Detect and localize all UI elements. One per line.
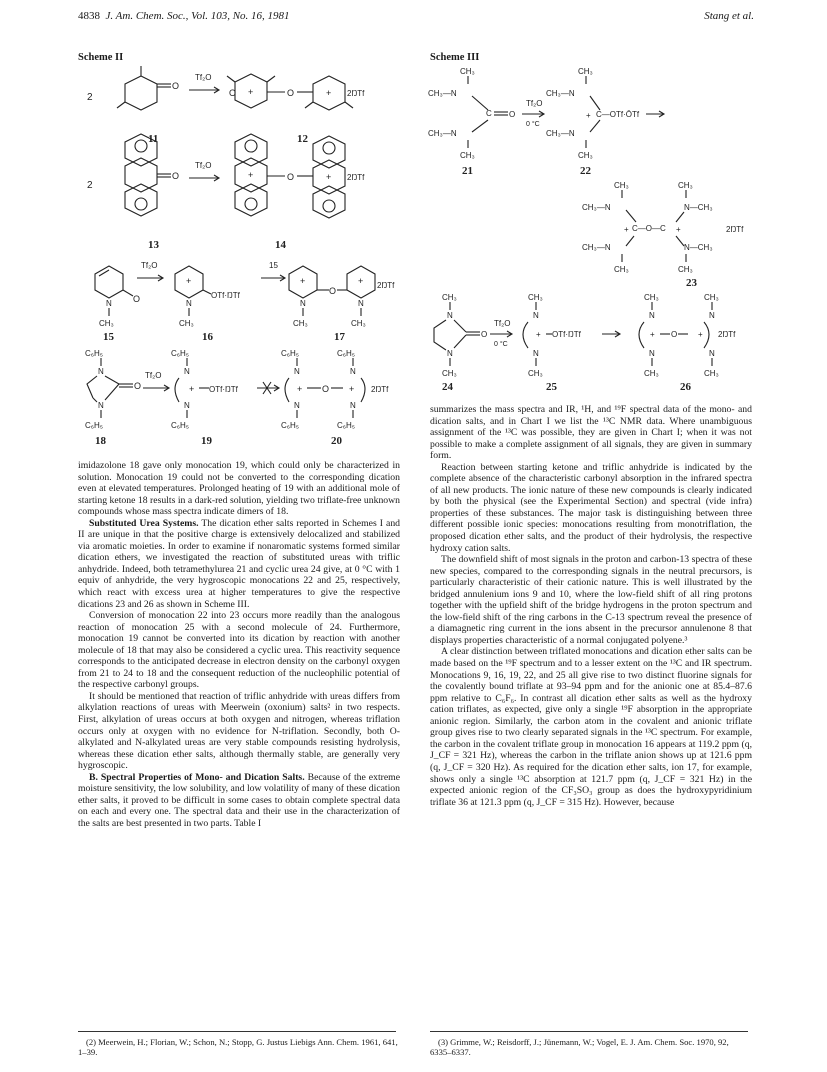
svg-text:O: O bbox=[322, 384, 330, 394]
svg-text:C₆H₅: C₆H₅ bbox=[281, 421, 300, 430]
svg-text:N: N bbox=[350, 367, 356, 376]
svg-text:CH₃: CH₃ bbox=[678, 181, 693, 190]
svg-text:+: + bbox=[186, 276, 192, 286]
svg-text:CH₃: CH₃ bbox=[528, 369, 543, 378]
svg-text:CH₃: CH₃ bbox=[578, 151, 593, 160]
svg-text:Tf₂O: Tf₂O bbox=[526, 99, 543, 108]
svg-text:+: + bbox=[297, 384, 303, 394]
svg-text:+: + bbox=[624, 225, 629, 234]
svg-text:CH₃—N: CH₃—N bbox=[546, 89, 575, 98]
compound-22-structure bbox=[546, 67, 664, 160]
svg-text:0 °C: 0 °C bbox=[526, 121, 540, 128]
svg-text:N—CH₃: N—CH₃ bbox=[684, 243, 713, 252]
label-24: 24 bbox=[442, 381, 453, 393]
svg-text:N—CH₃: N—CH₃ bbox=[684, 203, 713, 212]
svg-text:2: 2 bbox=[87, 180, 93, 191]
label-15: 15 bbox=[103, 331, 114, 343]
label-17: 17 bbox=[334, 331, 345, 343]
svg-text:N: N bbox=[294, 367, 300, 376]
svg-text:Tf₂O: Tf₂O bbox=[494, 319, 511, 328]
svg-text:O: O bbox=[134, 381, 142, 391]
arrow-blocked bbox=[257, 382, 279, 394]
compound-20-structure bbox=[281, 349, 389, 430]
svg-text:2ŊTf: 2ŊTf bbox=[371, 385, 389, 394]
svg-text:C₆H₅: C₆H₅ bbox=[171, 421, 190, 430]
paragraph: Conversion of monocation 22 into 23 occurs more readily than the analogous reaction of monocation 25 with a second molecule of 24. Furthermore, monocation 19 cannot be converted into its dication by reaction with another molecule of 18 that may also be considered a cyclic urea. This reactivity sequence corresponds to the anticipated decrease in electron density on the carbonyl oxygen from 21 to 24 to 18 and the consequent reduction of the nucleophilic potential of the respective carbonyl groups. bbox=[78, 610, 400, 691]
svg-text:O: O bbox=[287, 172, 295, 182]
svg-text:N: N bbox=[649, 349, 655, 358]
svg-text:N: N bbox=[350, 401, 356, 410]
svg-text:O: O bbox=[329, 286, 337, 296]
compound-25-structure bbox=[523, 293, 620, 378]
svg-text:CH₃—N: CH₃—N bbox=[582, 203, 611, 212]
svg-text:2ŊTf: 2ŊTf bbox=[718, 330, 736, 339]
svg-text:CH₃: CH₃ bbox=[460, 67, 475, 76]
paragraph-b bbox=[78, 772, 400, 830]
arrow-tf2o-2 bbox=[189, 161, 219, 181]
svg-text:O: O bbox=[172, 171, 180, 181]
svg-text:OTf·ŊTf: OTf·ŊTf bbox=[209, 385, 238, 394]
label-22: 22 bbox=[580, 165, 591, 177]
compound-18-structure bbox=[85, 349, 141, 430]
compound-13-structure bbox=[87, 134, 179, 216]
svg-text:+: + bbox=[358, 276, 364, 286]
svg-text:15: 15 bbox=[269, 261, 278, 270]
svg-text:CH₃: CH₃ bbox=[578, 67, 593, 76]
svg-text:CH₃—N: CH₃—N bbox=[582, 243, 611, 252]
footnote-rule-right bbox=[430, 1031, 748, 1032]
compound-17-structure bbox=[289, 266, 395, 328]
svg-text:C₆H₅: C₆H₅ bbox=[85, 421, 104, 430]
svg-text:N: N bbox=[447, 349, 453, 358]
compound-11-structure bbox=[87, 66, 179, 110]
compound-24-structure bbox=[434, 293, 487, 378]
svg-text:N: N bbox=[649, 311, 655, 320]
paragraph: imidazolone 18 gave only monocation 19, which could only be characterized in solution. Monocation 19 could not be converted to the corresponding dication even at elevated temperatures. Prolonged heating of 19 with an additional mole of starting ketone 18 results in a dark-red solution, yielding two triflate-free unknown compounds whose mass spectra indicate dimers of 18. bbox=[78, 460, 400, 518]
svg-text:CH₃: CH₃ bbox=[179, 319, 194, 328]
svg-text:CH₃: CH₃ bbox=[704, 369, 719, 378]
arrow-tf2o-3 bbox=[137, 261, 163, 281]
svg-text:O: O bbox=[481, 330, 488, 339]
svg-text:CH₃: CH₃ bbox=[678, 265, 693, 274]
svg-text:2: 2 bbox=[87, 92, 93, 103]
footnote-3: (3) Grimme, W.; Reisdorff, J.; Jünemann, W.; Vogel, E. J. Am. Chem. Soc. 1970, 92, 6335–6337. bbox=[430, 1037, 729, 1057]
label-23: 23 bbox=[686, 277, 697, 289]
svg-text:C₆H₅: C₆H₅ bbox=[85, 349, 104, 358]
svg-text:N: N bbox=[447, 311, 453, 320]
svg-text:2ŊTf: 2ŊTf bbox=[377, 281, 395, 290]
svg-text:O: O bbox=[671, 330, 678, 339]
svg-text:CH₃: CH₃ bbox=[644, 293, 659, 302]
svg-text:CH₃: CH₃ bbox=[528, 293, 543, 302]
svg-text:C₆H₅: C₆H₅ bbox=[281, 349, 300, 358]
compound-16-structure bbox=[175, 266, 241, 328]
svg-text:N: N bbox=[533, 311, 539, 320]
svg-text:O: O bbox=[287, 88, 295, 98]
compound-21-structure bbox=[428, 67, 515, 160]
svg-text:C: C bbox=[486, 109, 492, 118]
paragraph-body: The dication ether salts reported in Schemes I and II are unique in that the positive charge is extensively delocalized and stabilized via aromatic moieties. In order to examine if nonaromatic systems formed similar dication ethers, we investigated the reaction of substituted ureas with triflic anhydride. Indeed, both tetramethylurea 21 and cyclic urea 24 give, at 0 °C with 1 equiv of anhydride, the very hygroscopic monocations 22 and 25, respectively, which react with excess urea at higher temperatures to give the respective dications 23 and 26 as shown in Scheme III. bbox=[78, 517, 401, 610]
svg-text:N: N bbox=[106, 299, 112, 308]
arrow-tf2o-iii-1 bbox=[522, 99, 544, 128]
svg-text:N: N bbox=[709, 311, 715, 320]
svg-text:Tf₂O: Tf₂O bbox=[195, 161, 212, 170]
svg-text:O: O bbox=[172, 81, 180, 91]
svg-text:O: O bbox=[229, 88, 237, 98]
svg-text:C₆H₅: C₆H₅ bbox=[171, 349, 190, 358]
svg-text:CH₃: CH₃ bbox=[442, 293, 457, 302]
label-19: 19 bbox=[201, 435, 212, 447]
svg-text:+: + bbox=[248, 87, 254, 97]
svg-text:C—OTf·ŌTf: C—OTf·ŌTf bbox=[596, 110, 640, 119]
compound-26-structure bbox=[639, 293, 736, 378]
svg-text:N: N bbox=[294, 401, 300, 410]
label-12: 12 bbox=[297, 133, 308, 145]
svg-text:CH₃: CH₃ bbox=[293, 319, 308, 328]
svg-text:+: + bbox=[536, 330, 541, 339]
running-header-left bbox=[78, 10, 290, 22]
svg-text:N: N bbox=[98, 367, 104, 376]
svg-text:N: N bbox=[184, 401, 190, 410]
label-16: 16 bbox=[202, 331, 213, 343]
svg-text:0 °C: 0 °C bbox=[494, 341, 508, 348]
section-heading: Substituted Urea Systems. bbox=[89, 517, 199, 529]
svg-text:Tf₂O: Tf₂O bbox=[141, 261, 158, 270]
svg-text:N: N bbox=[186, 299, 192, 308]
arrow-15 bbox=[261, 261, 285, 281]
footnote-2: (2) Meerwein, H.; Florian, W.; Schon, N.; Stopp, G. Justus Liebigs Ann. Chem. 1961, 641, 1–39. bbox=[78, 1037, 398, 1057]
svg-text:Tf₂O: Tf₂O bbox=[145, 371, 162, 380]
svg-text:N: N bbox=[709, 349, 715, 358]
label-18: 18 bbox=[95, 435, 106, 447]
footnote-left bbox=[78, 1037, 400, 1057]
svg-text:2ŊTf: 2ŊTf bbox=[347, 173, 365, 182]
svg-text:2ŊTf: 2ŊTf bbox=[726, 225, 744, 234]
svg-text:Tf₂O: Tf₂O bbox=[195, 73, 212, 82]
right-column-text bbox=[430, 404, 752, 808]
left-column-text bbox=[78, 460, 400, 830]
svg-text:CH₃—N: CH₃—N bbox=[546, 129, 575, 138]
paragraph: summarizes the mass spectra and IR, ¹H, and ¹⁹F spectral data of the mono- and dication salts, and in Chart I we list the ¹³C NMR data. Where unambiguous assignment of the ¹³C was possible, they are given in Chart I; when it was not possible to make a complete assignment of all signals, they are given in summary form. bbox=[430, 404, 752, 462]
svg-text:O: O bbox=[509, 110, 516, 119]
svg-text:+: + bbox=[326, 88, 332, 98]
svg-text:C₆H₅: C₆H₅ bbox=[337, 349, 356, 358]
compound-23-structure bbox=[582, 181, 744, 274]
svg-text:N: N bbox=[358, 299, 364, 308]
svg-text:+: + bbox=[676, 225, 681, 234]
journal-citation: J. Am. Chem. Soc., Vol. 103, No. 16, 1981 bbox=[105, 10, 290, 22]
svg-text:+: + bbox=[349, 384, 355, 394]
svg-text:CH₃: CH₃ bbox=[704, 293, 719, 302]
paragraph: The downfield shift of most signals in the proton and carbon-13 spectra of these new species, compared to the corresponding signals in the neutral precursors, is particularly characteristic of their cationic nature. This is well illustrated by the bridged annulenium ions 9 and 10, where the low-field shift of all ring protons together with the upfield shift of the bridge hydrogens in the proton spectrum and the low-field shift of the ring carbons in the C-13 spectrum reveal the presence of a diamagnetic ring current in the ions absent in the precursor annulenone 8 that displays properties characteristic of a normal conjugated polyene.³ bbox=[430, 554, 752, 646]
svg-text:+: + bbox=[326, 172, 332, 182]
scheme-ii-label: Scheme II bbox=[78, 52, 124, 63]
paragraph: Reaction between starting ketone and triflic anhydride is indicated by the complete absence of the characteristic carbonyl absorption in the infrared spectra of all new products. The ionic nature of these new compounds is clearly indicated by both the physical (see the Experimental Section) and spectral (vide infra) properties of these substances. The major task is distinguishing between three different possible ionic species: monocations resulting from monotriflation, the proposed dication ether salts, and the product of their hydrolysis, the respective hydroxy cation salts. bbox=[430, 461, 752, 554]
svg-text:N: N bbox=[98, 401, 104, 410]
label-13: 13 bbox=[148, 239, 159, 251]
footnote-right bbox=[430, 1037, 752, 1057]
svg-text:+: + bbox=[300, 276, 306, 286]
arrow-tf2o-4 bbox=[143, 371, 169, 391]
scheme-ii-diagram bbox=[85, 62, 415, 452]
label-11: 11 bbox=[148, 133, 159, 145]
svg-text:CH₃: CH₃ bbox=[614, 265, 629, 274]
compound-19-structure bbox=[171, 349, 239, 430]
svg-text:CH₃: CH₃ bbox=[614, 181, 629, 190]
section-heading: B. Spectral Properties of Mono- and Dication Salts. bbox=[89, 771, 305, 783]
footnote-rule-left bbox=[78, 1031, 396, 1032]
compound-12-structure bbox=[227, 74, 365, 110]
svg-text:N: N bbox=[300, 299, 306, 308]
svg-text:+: + bbox=[189, 384, 195, 394]
svg-text:+: + bbox=[586, 111, 591, 120]
arrow-tf2o-1 bbox=[189, 73, 219, 93]
svg-text:CH₃: CH₃ bbox=[351, 319, 366, 328]
label-20: 20 bbox=[331, 435, 342, 447]
paragraph: A clear distinction between triflated monocations and dication ether salts can be made based on the ¹⁹F spectrum and to a lesser extent on the ¹³C and IR spectrum. Monocations 9, 16, 19, 22, and 25 all give rise to two distinct fluorine signals for the covalently bound triflate at 93–94 ppm and for the anionic one at 85.4–87.6 ppm relative to C₆F₆. In contrast all dication ether salts as well as the hydroxy cation triflates, as expected, give only a single ¹⁹F absorption in the appropriate anionic region. Similarly, the carbon atom in the covalent and anionic triflate group gives rise to two clearly separated signals in the ¹³C spectrum. For example, the carbon in the covalent triflate group in monocation 16 appears at 119.2 ppm (q, J_CF = 321 Hz), whereas the carbon in the triflate anion shows up at 121.6 ppm (q, J_CF = 320 Hz). As required for the dication ether salts, ion 17, for example, shows only a single ¹³C absorption at 121.7 ppm (q, J_CF = 321 Hz) in the expected anionic region of the CF₃SO₃ group as does the hydroxypyridinium triflate 36 at 121.3 ppm (q, J_CF = 315 Hz). However, because bbox=[430, 646, 752, 808]
label-21: 21 bbox=[462, 165, 473, 177]
svg-text:OTf·ŊTf: OTf·ŊTf bbox=[211, 291, 240, 300]
paragraph: It should be mentioned that reaction of triflic anhydride with ureas differs from alkylation reactions of ureas with Meerwein (oxonium) salts² in two respects. First, alkylation of ureas occurs at both oxygen and nitrogen, whereas triflation occurs only at oxygen with no evidence for N-triflation. Secondly, both O-alkylated and N-alkylated ureas are very stable compounds resisting hydrolysis, whereas these dication ether salts, although thermally stable, are generally very hygroscopic. bbox=[78, 690, 400, 772]
compound-14-structure bbox=[235, 134, 365, 218]
svg-text:OTf·ŊTf: OTf·ŊTf bbox=[552, 330, 581, 339]
svg-text:CH₃: CH₃ bbox=[644, 369, 659, 378]
svg-text:N: N bbox=[533, 349, 539, 358]
svg-text:N: N bbox=[184, 367, 190, 376]
svg-text:+: + bbox=[248, 170, 254, 180]
scheme-iii-diagram bbox=[428, 64, 758, 396]
svg-text:CH₃: CH₃ bbox=[99, 319, 114, 328]
svg-text:+: + bbox=[650, 330, 655, 339]
svg-text:CH₃: CH₃ bbox=[460, 151, 475, 160]
scheme-iii-label: Scheme III bbox=[430, 52, 480, 63]
svg-text:O: O bbox=[133, 294, 141, 304]
svg-text:C₆H₅: C₆H₅ bbox=[337, 421, 356, 430]
svg-text:2ŊTf: 2ŊTf bbox=[347, 89, 365, 98]
label-26: 26 bbox=[680, 381, 691, 393]
svg-text:CH₃—N: CH₃—N bbox=[428, 129, 457, 138]
running-header-authors: Stang et al. bbox=[704, 10, 754, 22]
svg-text:+: + bbox=[698, 330, 703, 339]
compound-15-structure bbox=[95, 266, 140, 328]
paragraph-body: Because of the extreme moisture sensitivity, the low solubility, and low volatility of many of these dication ether salts, it proved to be difficult in some cases to obtain complete spectral data on each and every one. The spectral data and their use in the characterization of the salts are best presented in two parts. Table I bbox=[78, 771, 400, 829]
svg-text:CH₃—N: CH₃—N bbox=[428, 89, 457, 98]
label-14: 14 bbox=[275, 239, 286, 251]
page-number: 4838 bbox=[78, 10, 100, 22]
paragraph-urea bbox=[78, 518, 400, 610]
svg-text:CH₃: CH₃ bbox=[442, 369, 457, 378]
label-25: 25 bbox=[546, 381, 557, 393]
svg-text:C—O—C: C—O—C bbox=[632, 224, 666, 233]
arrow-tf2o-iii-2 bbox=[490, 319, 512, 348]
